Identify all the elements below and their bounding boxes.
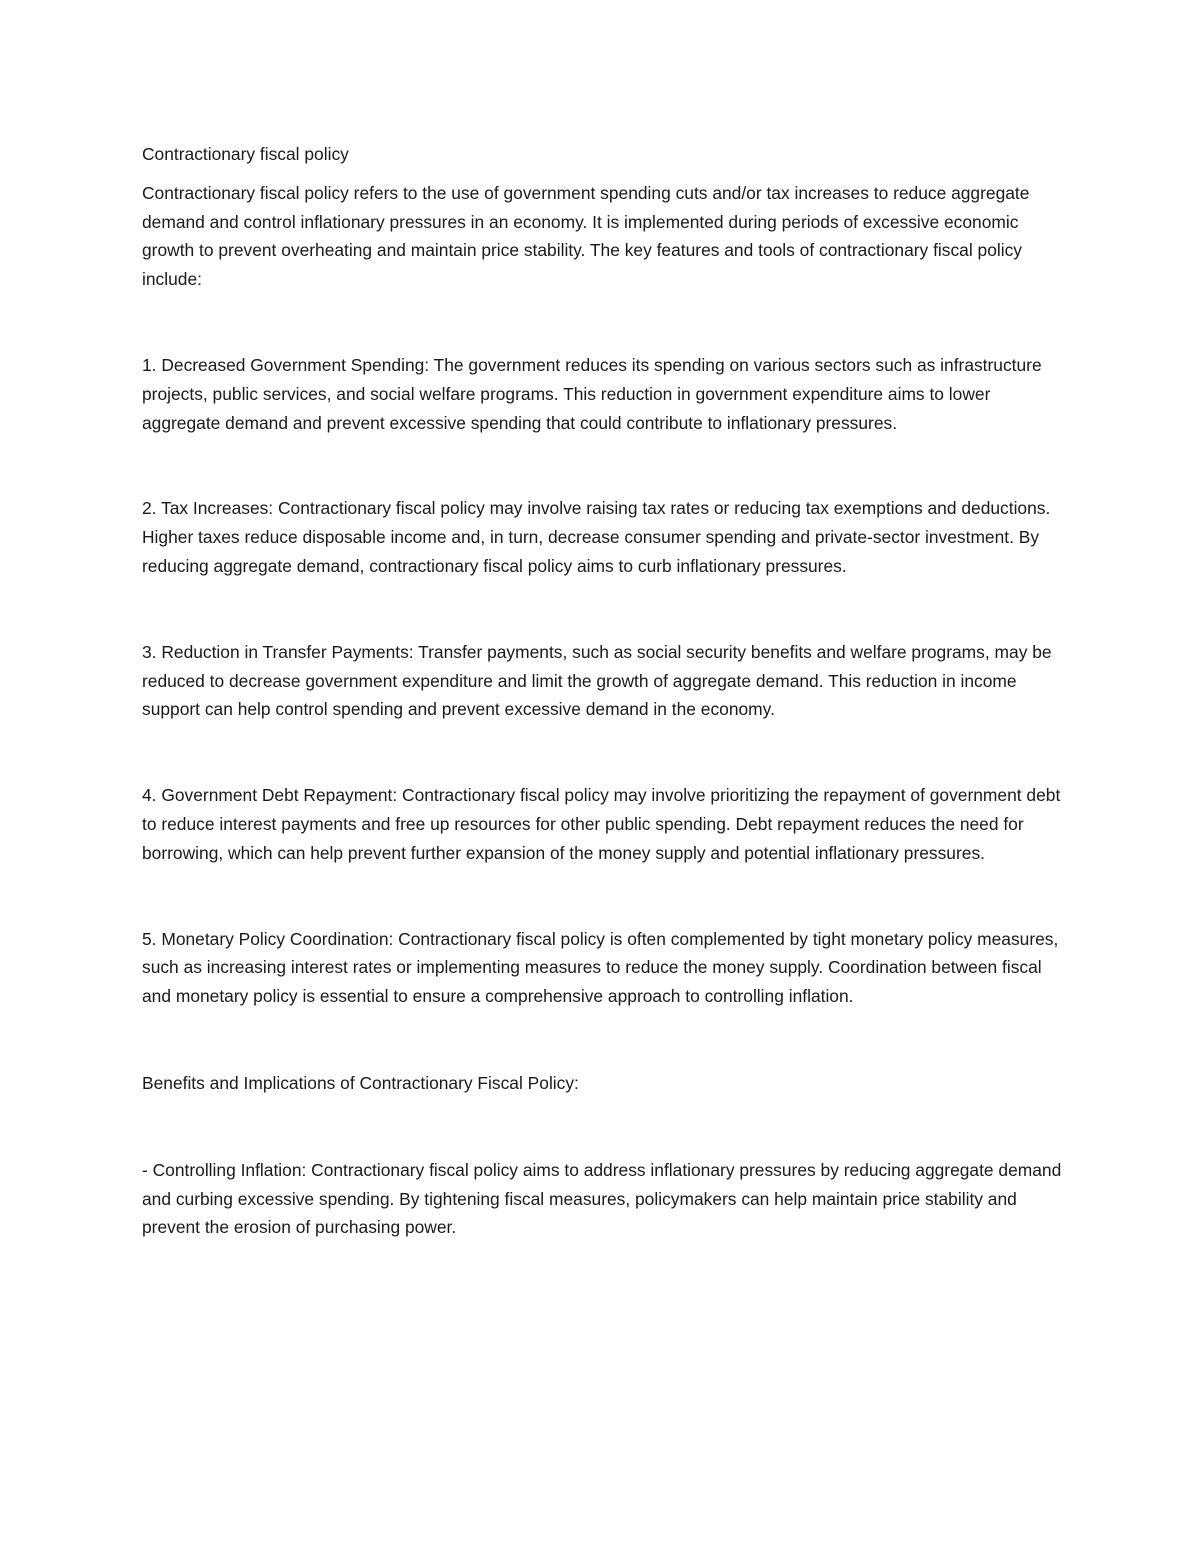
benefit-item-controlling-inflation: - Controlling Inflation: Contractionary fiscal policy aims to address inflationary pressures by reducing aggregate demand and curbing excessive spending. By tightening fiscal measures, policymakers can help maintain price stability and prevent the erosion of purchasing power. (142, 1159, 1062, 1238)
list-item-transfer-payments: 3. Reduction in Transfer Payments: Transfer payments, such as social security benefits and welfare programs, may be reduced to decrease government expenditure and limit the growth of aggregate demand. This reduction in income support can help control spending and prevent excessive demand in the economy. (142, 641, 1052, 720)
document-title: Contractionary fiscal policy (142, 144, 349, 164)
list-item-monetary-coordination: 5. Monetary Policy Coordination: Contractionary fiscal policy is often complemented by tight monetary policy measures, such as increasing interest rates or implementing measures to reduce the money supply. Coordination between fiscal and monetary policy is essential to ensure a comprehensive approach to controlling inflation. (142, 928, 1059, 1007)
benefits-heading: Benefits and Implications of Contractionary Fiscal Policy: (142, 1072, 579, 1093)
list-item-decreased-spending: 1. Decreased Government Spending: The government reduces its spending on various sectors such as infrastructure projects, public services, and social welfare programs. This reduction in government expenditure aims to lower aggregate demand and prevent excessive spending that could contribute to inflationary pressures. (142, 354, 1042, 433)
list-item-tax-increases: 2. Tax Increases: Contractionary fiscal policy may involve raising tax rates or reducing tax exemptions and deductions. Higher taxes reduce disposable income and, in turn, decrease consumer spending and private-sector investment. By reducing aggregate demand, contractionary fiscal policy aims to curb inflationary pressures. (142, 498, 1051, 576)
document-page (142, 140, 1062, 1242)
list-item-debt-repayment: 4. Government Debt Repayment: Contractionary fiscal policy may involve prioritizing the repayment of government debt to reduce interest payments and free up resources for other public spending. Debt repayment reduces the need for borrowing, which can help prevent further expansion of the money supply and potential inflationary pressures. (142, 785, 1061, 863)
intro-paragraph: Contractionary fiscal policy refers to the use of government spending cuts and/or tax increases to reduce aggregate demand and control inflationary pressures in an economy. It is implemented during periods of excessive economic growth to prevent overheating and maintain price stability. The key features and tools of contractionary fiscal policy include: (142, 182, 1030, 290)
